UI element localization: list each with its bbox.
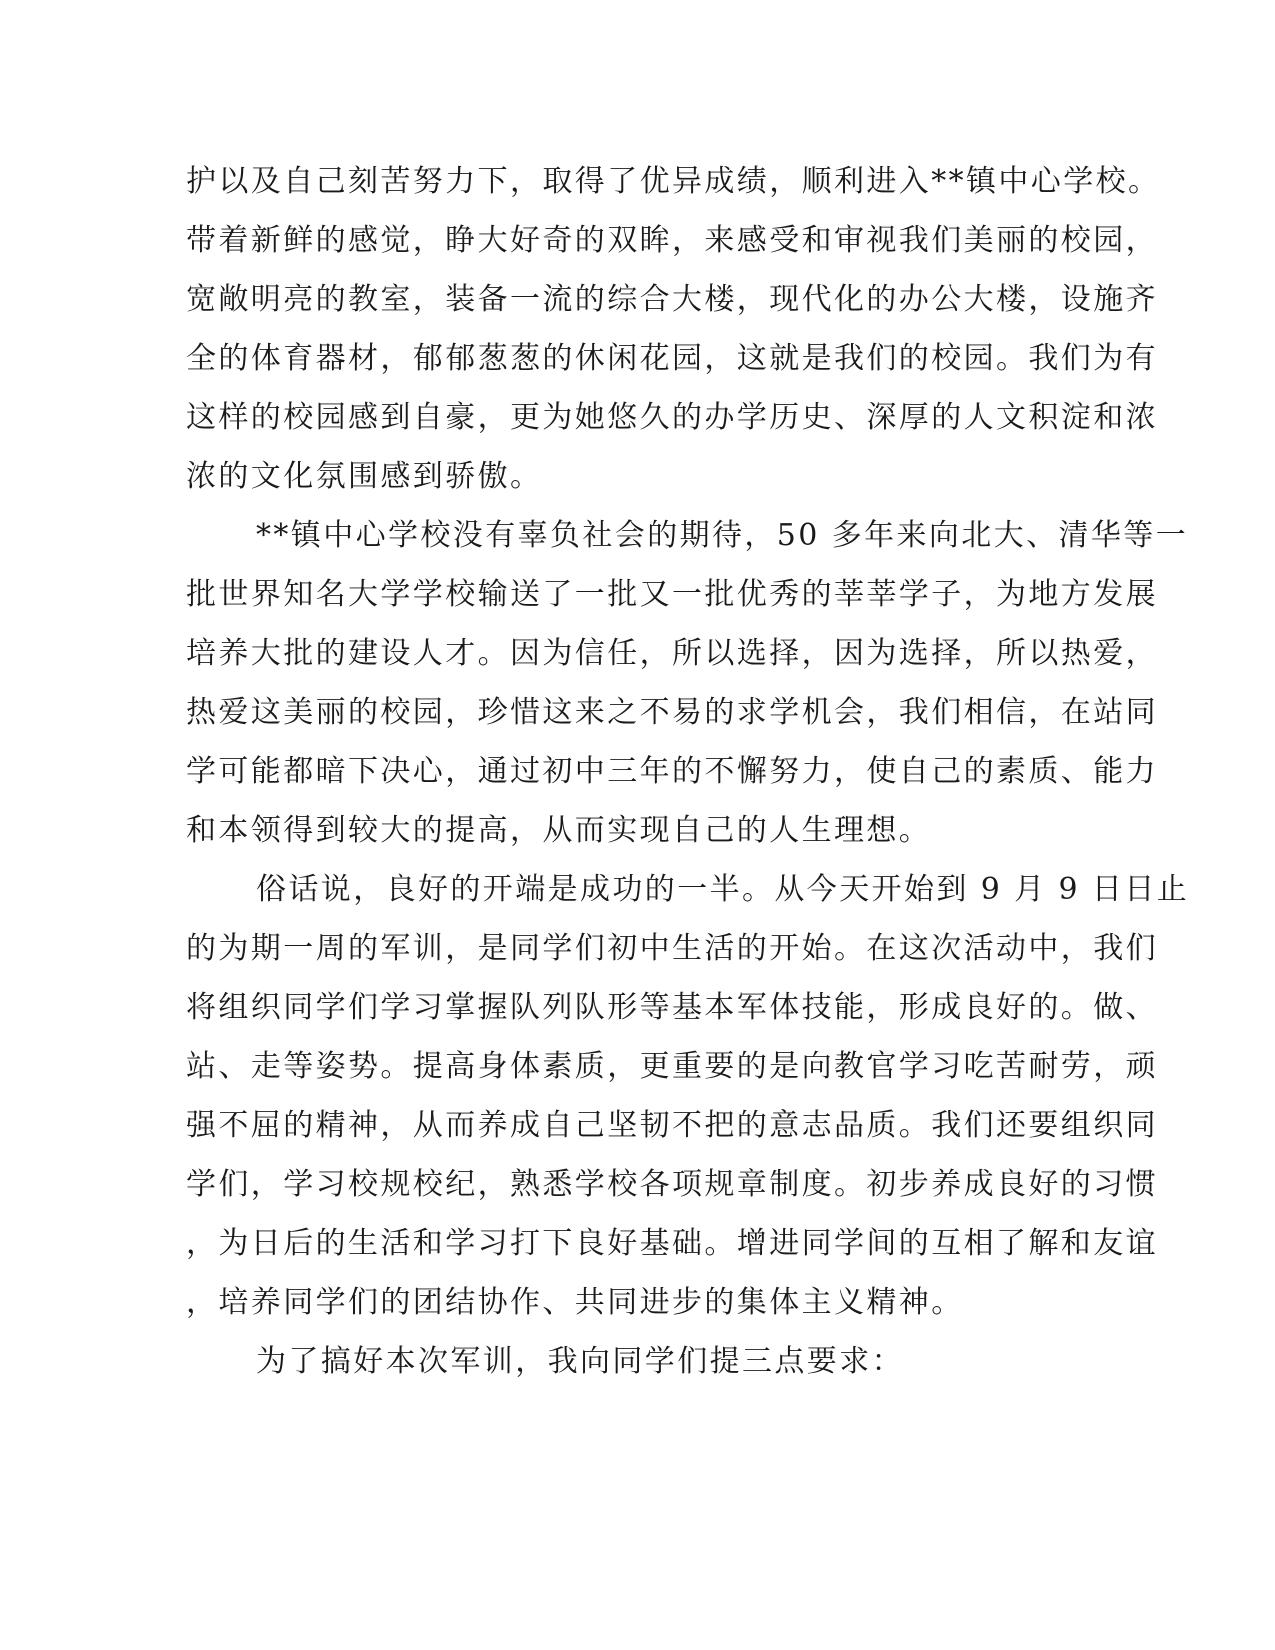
paragraph-1-line-5: 这样的校园感到自豪，更为她悠久的办学历史、深厚的人文积淀和浓	[186, 400, 1158, 435]
paragraph-3-line-7: ，为日后的生活和学习打下良好基础。增进同学间的互相了解和友谊	[186, 1226, 1158, 1261]
paragraph-3-line-8: ，培养同学们的团结协作、共同进步的集体主义精神。	[186, 1285, 964, 1320]
paragraph-2-line-1: **镇中心学校没有辜负社会的期待，50 多年来向北大、清华等一	[256, 518, 1189, 553]
paragraph-2-line-3: 培养大批的建设人才。因为信任，所以选择，因为选择，所以热爱，	[186, 636, 1158, 671]
paragraph-4-line-1: 为了搞好本次军训，我向同学们提三点要求：	[256, 1344, 904, 1379]
paragraph-2-line-6: 和本领得到较大的提高，从而实现自己的人生理想。	[186, 813, 932, 848]
paragraph-1-line-3: 宽敞明亮的教室，装备一流的综合大楼，现代化的办公大楼，设施齐	[186, 282, 1158, 317]
paragraph-1-line-1: 护以及自己刻苦努力下，取得了优异成绩，顺利进入**镇中心学校。	[186, 164, 1161, 199]
paragraph-1-line-4: 全的体育器材，郁郁葱葱的休闲花园，这就是我们的校园。我们为有	[186, 341, 1158, 376]
paragraph-3-line-5: 强不屈的精神，从而养成自己坚韧不把的意志品质。我们还要组织同	[186, 1108, 1158, 1143]
paragraph-3-line-3: 将组织同学们学习掌握队列队形等基本军体技能，形成良好的。做、	[186, 990, 1158, 1025]
paragraph-1-line-2: 带着新鲜的感觉，睁大好奇的双眸，来感受和审视我们美丽的校园，	[186, 223, 1158, 258]
paragraph-1-line-6: 浓的文化氛围感到骄傲。	[186, 459, 543, 494]
paragraph-3-line-4: 站、走等姿势。提高身体素质，更重要的是向教官学习吃苦耐劳，顽	[186, 1049, 1158, 1084]
paragraph-2-line-5: 学可能都暗下决心，通过初中三年的不懈努力，使自己的素质、能力	[186, 754, 1158, 789]
paragraph-3-line-1: 俗话说，良好的开端是成功的一半。从今天开始到 9 月 9 日日止	[256, 872, 1190, 907]
paragraph-2-line-4: 热爱这美丽的校园，珍惜这来之不易的求学机会，我们相信，在站同	[186, 695, 1158, 730]
paragraph-3-line-6: 学们，学习校规校纪，熟悉学校各项规章制度。初步养成良好的习惯	[186, 1167, 1158, 1202]
paragraph-3-line-2: 的为期一周的军训，是同学们初中生活的开始。在这次活动中，我们	[186, 931, 1158, 966]
paragraph-2-line-2: 批世界知名大学学校输送了一批又一批优秀的莘莘学子，为地方发展	[186, 577, 1158, 612]
